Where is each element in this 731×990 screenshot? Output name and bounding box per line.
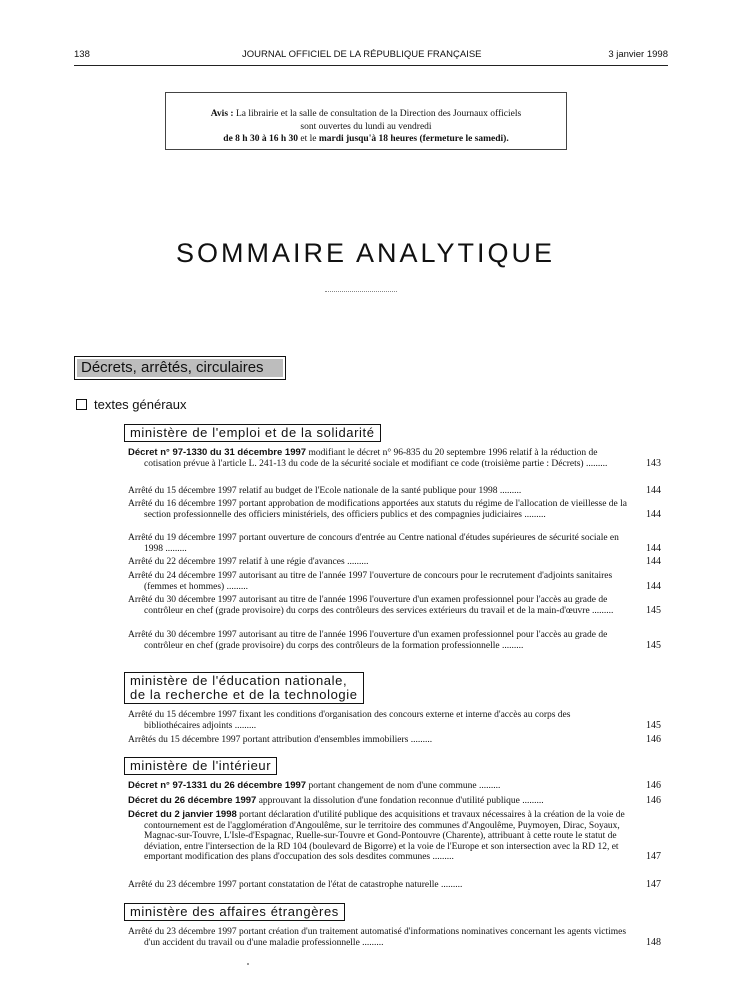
leader-dots: ......... [476, 781, 501, 791]
ministry-heading [124, 424, 381, 442]
entry-page-number: 148 [646, 936, 661, 948]
ministry-heading [124, 672, 364, 704]
leader-dots: ......... [408, 735, 433, 745]
entry-body: Arrêté du 19 décembre 1997 portant ouverture de concours d'entrée au Centre national d'études supérieures de sécurité sociale en 1998 [128, 533, 619, 554]
leader-dots: ......... [359, 937, 384, 948]
entry-page-number: 144 [646, 556, 661, 567]
entry-text [128, 927, 628, 948]
leader-dots: ......... [497, 486, 522, 496]
summary-entry [128, 533, 661, 554]
journal-title: JOURNAL OFFICIEL DE LA RÉPUBLIQUE FRANÇAISE [242, 49, 482, 60]
summary-entry [128, 810, 661, 863]
entry-body: Arrêté du 15 décembre 1997 fixant les conditions d'organisation des concours externe et interne d'accès au corps des bibliothécaires adjoints [128, 710, 571, 731]
ministry-heading-line: ministère de l'intérieur [130, 758, 272, 773]
notice-line1: La librairie et la salle de consultation de la Direction des Journaux officiels [235, 109, 522, 119]
leader-dots: ......... [224, 581, 248, 592]
ministry-heading-line: ministère de l'éducation nationale, [130, 673, 348, 688]
ministry-heading [124, 903, 345, 921]
summary-entry [128, 880, 661, 891]
ministry-heading [124, 757, 277, 775]
summary-entry [128, 448, 661, 469]
entry-body: Arrêté du 30 décembre 1997 autorisant au titre de l'année 1996 l'ouverture d'un examen professionnel pour l'accès au grade de contrôleur en chef (grade provisoire) du corps des contrôleurs de la formation professionnelle [128, 630, 608, 651]
entry-body: Arrêté du 16 décembre 1997 portant approbation de modifications apportées aux statuts du régime de l'allocation de vieillesse de la section professionnelle des officiers ministériels, des officiers publics et des compagnies judiciaires [128, 499, 627, 520]
entry-body: Arrêté du 23 décembre 1997 portant constatation de l'état de catastrophe naturelle [128, 880, 439, 890]
leader-dots: ......... [519, 796, 544, 806]
entry-text [128, 499, 628, 520]
summary-entry [128, 735, 661, 746]
running-header [74, 49, 668, 63]
entry-lead: Décret du 2 janvier 1998 [128, 809, 237, 820]
entry-page-number: 145 [646, 719, 661, 731]
entry-text [128, 810, 628, 863]
entry-text [128, 595, 628, 616]
subsection-label: textes généraux [94, 397, 187, 412]
entry-page-number: 146 [646, 795, 661, 806]
summary-entry [128, 595, 661, 616]
entry-text [128, 735, 628, 746]
summary-entry [128, 557, 661, 568]
entry-text [128, 557, 628, 568]
summary-entry [128, 499, 661, 520]
entry-page-number: 143 [646, 457, 661, 469]
checkbox-icon [76, 399, 87, 410]
entry-body: approuvant la dissolution d'une fondation reconnue d'utilité publique [258, 796, 520, 806]
section-heading [74, 356, 286, 380]
entry-text [128, 781, 628, 792]
leader-dots: ......... [344, 557, 369, 567]
entry-text [128, 486, 628, 497]
notice-hours-tuesday: mardi jusqu'à 18 heures (fermeture le samedi). [318, 134, 509, 144]
entry-page-number: 146 [646, 780, 661, 791]
entry-text [128, 448, 628, 469]
entry-body: portant changement de nom d'une commune [308, 781, 477, 791]
entry-body: Arrêté du 22 décembre 1997 relatif à une régie d'avances [128, 557, 345, 567]
leader-dots: ......... [232, 720, 257, 731]
entry-text [128, 533, 628, 554]
entry-body: modifiant le décret n° 96-835 du 20 septembre 1996 relatif à la réduction de cotisation prévue à l'article L. 241-13 du code de la sécurité sociale et modifiant ce code (troisième partie : Décrets) [144, 448, 598, 469]
leader-dots: ......... [438, 880, 463, 890]
summary-entry [128, 571, 661, 592]
notice-connector: et le [300, 134, 317, 144]
entry-body: Arrêté du 23 décembre 1997 portant création d'un traitement automatisé d'informations nominatives concernant les agents victimes d'un accident du travail ou d'une maladie professionnelle [128, 927, 627, 948]
ministry-heading-line: ministère de l'emploi et de la solidarité [130, 425, 375, 440]
leader-dots: ......... [430, 852, 454, 862]
entry-page-number: 144 [646, 542, 661, 554]
summary-entry [128, 710, 661, 731]
entry-text [128, 880, 628, 891]
notice-label: Avis : [210, 109, 234, 119]
issue-date: 3 janvier 1998 [608, 49, 668, 60]
page-title: SOMMAIRE ANALYTIQUE [175, 238, 556, 268]
leader-dots: ......... [583, 458, 608, 469]
entry-page-number: 144 [646, 508, 661, 520]
leader-dots: ......... [163, 543, 187, 554]
leader-dots: ......... [521, 509, 546, 520]
entry-body: Arrêté du 30 décembre 1997 autorisant au titre de l'année 1996 l'ouverture d'un examen professionnel pour l'accès au grade de contrôleur en chef (grade provisoire) du corps des contrôleurs des services extérieurs du travail et de la main-d'œuvre [128, 595, 608, 616]
summary-entry [128, 781, 661, 792]
entry-page-number: 145 [646, 639, 661, 651]
summary-entry [128, 927, 661, 948]
summary-entry [128, 486, 661, 497]
header-rule [74, 65, 668, 66]
entry-text [128, 796, 628, 807]
entry-page-number: 145 [646, 604, 661, 616]
entry-page-number: 147 [646, 879, 661, 890]
entry-text [128, 630, 628, 651]
entry-text [128, 710, 628, 731]
section-heading-label: Décrets, arrêtés, circulaires [77, 359, 283, 377]
page-number: 138 [74, 49, 90, 60]
entry-page-number: 147 [646, 851, 661, 862]
entry-body: portant déclaration d'utilité publique des acquisitions et travaux nécessaires à la création de la voie de contournement est de l'agglomération d'Angoulême, sur le territoire des communes d'Angoulême, Puymoyen, Dirac, Soyaux, Magnac-sur-Touvre, L'Isle-d'Espagnac, Ruelle-sur-Touvre et Gond-Pontouvre (Charente), attribuant à cette route le statut de déviation, entre l'intersection de la RD 104 (boulevard de Bigorre) et la voie de l'Europe et son intersection avec la RD 12, et emportant modification des plans d'occupation des sols desdites communes [144, 810, 625, 862]
footer-mark [247, 963, 249, 965]
leader-dots: ......... [499, 640, 524, 651]
entry-body: Arrêté du 15 décembre 1997 relatif au budget de l'Ecole nationale de la santé publique pour 1998 [128, 486, 498, 496]
entry-page-number: 146 [646, 734, 661, 745]
entry-text [128, 571, 628, 592]
entry-body: Arrêtés du 15 décembre 1997 portant attribution d'ensembles immobiliers [128, 735, 409, 745]
entry-page-number: 144 [646, 485, 661, 496]
notice-line2: sont ouvertes du lundi au vendredi [300, 121, 432, 132]
title-divider [325, 291, 397, 292]
entry-lead: Décret n° 97-1330 du 31 décembre 1997 [128, 447, 307, 458]
ministry-heading-line: ministère des affaires étrangères [130, 904, 339, 919]
leader-dots: ......... [589, 605, 614, 616]
entry-lead: Décret n° 97-1331 du 26 décembre 1997 [128, 780, 307, 791]
ministry-heading-line: de la recherche et de la technologie [130, 687, 358, 702]
subsection-heading [76, 397, 187, 412]
summary-entry [128, 630, 661, 651]
notice-hours: de 8 h 30 à 16 h 30 [223, 134, 298, 144]
entry-body: Arrêté du 24 décembre 1997 autorisant au titre de l'année 1997 l'ouverture de concours pour le recrutement d'adjoints sanitaires (femmes et hommes) [128, 571, 613, 592]
entry-lead: Décret du 26 décembre 1997 [128, 795, 257, 806]
entry-page-number: 144 [646, 580, 661, 592]
summary-entry [128, 796, 661, 807]
notice-box [165, 92, 567, 150]
